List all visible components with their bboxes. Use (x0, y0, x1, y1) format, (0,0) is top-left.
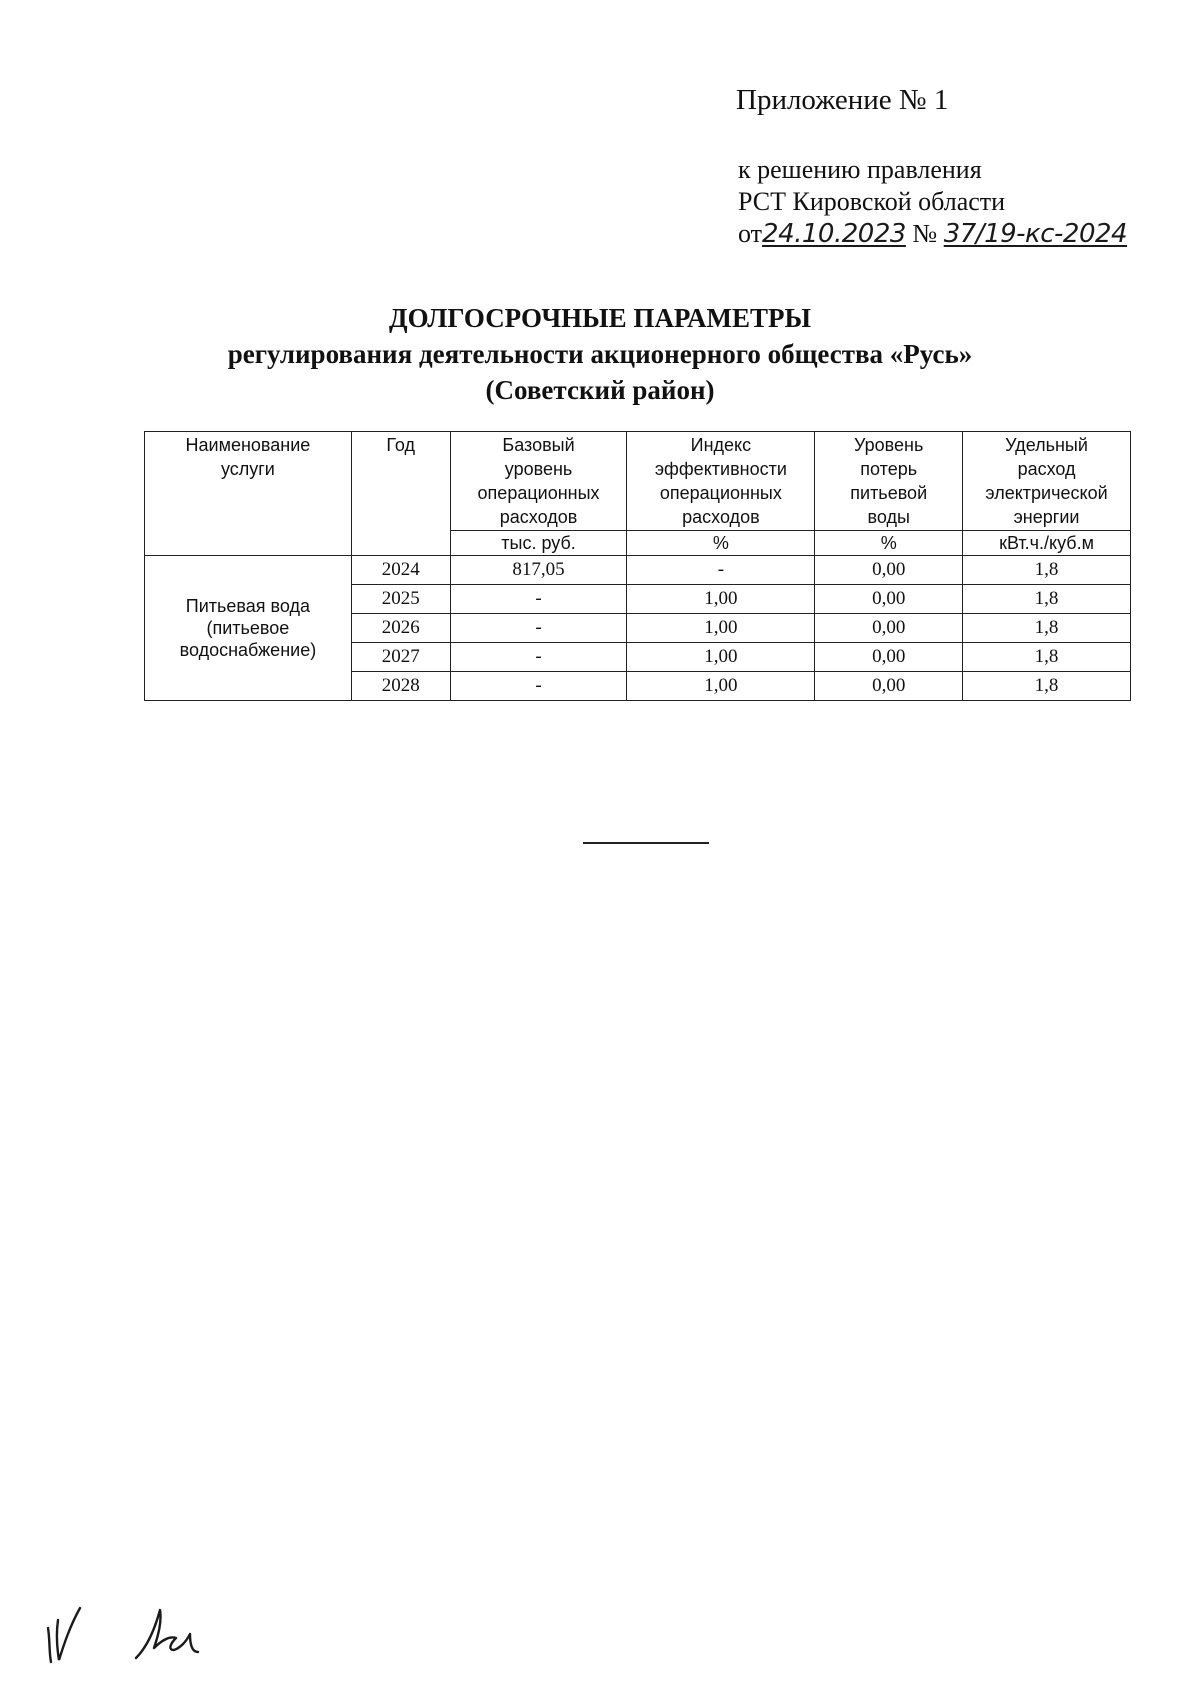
cell-base-opex: - (450, 585, 627, 614)
cell-base-opex: - (450, 672, 627, 701)
closing-divider-line (583, 842, 709, 844)
reference-line-3 (738, 218, 1127, 250)
cell-base-opex: - (450, 643, 627, 672)
title-line-1: ДОЛГОСРОЧНЫЕ ПАРАМЕТРЫ (389, 303, 811, 333)
signature-mark-2 (132, 1600, 202, 1664)
table-header-row (145, 432, 1131, 531)
cell-water-loss: 0,00 (815, 585, 963, 614)
unit-energy-consumption: кВт.ч./куб.м (963, 531, 1131, 556)
unit-base-opex: тыс. руб. (450, 531, 627, 556)
cell-energy-consumption: 1,8 (963, 585, 1131, 614)
title-line-2: регулирования деятельности акционерного общества «Русь» (227, 339, 973, 369)
cell-year: 2025 (351, 585, 450, 614)
cell-water-loss: 0,00 (815, 643, 963, 672)
cell-efficiency-index: 1,00 (627, 614, 815, 643)
reference-from: от (738, 219, 763, 248)
cell-year: 2027 (351, 643, 450, 672)
cell-energy-consumption: 1,8 (963, 614, 1131, 643)
appendix-label: Приложение № 1 (736, 84, 949, 116)
decision-reference (738, 154, 1127, 250)
cell-water-loss: 0,00 (815, 556, 963, 585)
cell-energy-consumption: 1,8 (963, 556, 1131, 585)
reference-number-sign: № (912, 219, 938, 248)
signature-mark-1 (40, 1600, 90, 1672)
handwritten-number: 37/19-кс-2024 (943, 219, 1128, 249)
unit-water-loss: % (815, 531, 963, 556)
cell-water-loss: 0,00 (815, 614, 963, 643)
header-service: Наименование услуги (145, 432, 352, 556)
cell-energy-consumption: 1,8 (963, 672, 1131, 701)
title-line-3: (Советский район) (485, 375, 715, 405)
parameters-table (144, 431, 1131, 701)
cell-efficiency-index: 1,00 (627, 643, 815, 672)
handwritten-date: 24.10.2023 (762, 219, 906, 249)
header-energy-consumption: Удельный расход электрической энергии (963, 432, 1131, 531)
reference-line-2: РСТ Кировской области (738, 187, 1006, 216)
header-water-loss: Уровень потерь питьевой воды (815, 432, 963, 531)
reference-line-1: к решению правления (738, 155, 982, 184)
cell-year: 2024 (351, 556, 450, 585)
cell-efficiency-index: 1,00 (627, 672, 815, 701)
cell-efficiency-index: 1,00 (627, 585, 815, 614)
cell-base-opex: - (450, 614, 627, 643)
unit-efficiency-index: % (627, 531, 815, 556)
cell-energy-consumption: 1,8 (963, 643, 1131, 672)
table-row (145, 556, 1131, 585)
header-base-opex: Базовый уровень операционных расходов (450, 432, 627, 531)
document-title (0, 300, 1200, 408)
cell-efficiency-index: - (627, 556, 815, 585)
header-efficiency-index: Индекс эффективности операционных расходов (627, 432, 815, 531)
cell-year: 2026 (351, 614, 450, 643)
cell-water-loss: 0,00 (815, 672, 963, 701)
cell-year: 2028 (351, 672, 450, 701)
cell-base-opex: 817,05 (450, 556, 627, 585)
header-year: Год (351, 432, 450, 556)
service-name-cell: Питьевая вода (питьевое водоснабжение) (145, 556, 352, 701)
